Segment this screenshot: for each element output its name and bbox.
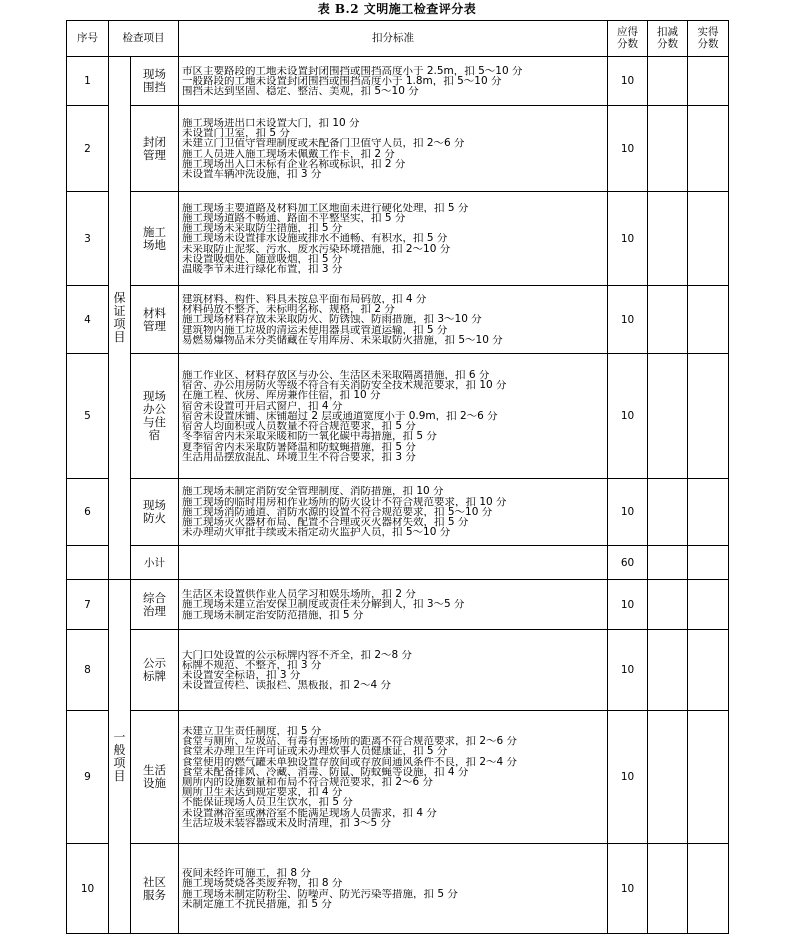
row-seq: 4 (67, 286, 109, 354)
row-seq: 6 (67, 479, 109, 546)
deduction-line: 施工现场灭火器材布局、配置不合理或灭火器材失效，扣 5 分 (182, 517, 469, 528)
row-actual-score (688, 630, 729, 711)
deduction-line: 建筑材料、构件、料具未按总平面布局码放，扣 4 分 (182, 293, 427, 305)
deduction-line: 施工现场材料存放未采取防火、防锈蚀、防雨措施，扣 3～10 分 (182, 314, 482, 325)
row-standard (179, 580, 608, 630)
row-standard (179, 106, 608, 192)
row-check-item (131, 57, 179, 106)
deduction-line: 施工现场未制定消防安全管理制度、消防措施，扣 10 分 (182, 486, 444, 497)
row-due-score: 10 (608, 57, 648, 106)
header-seq: 序号 (67, 21, 109, 57)
row-due-score: 10 (608, 354, 648, 479)
deduction-line: 未采取防止泥浆、污水、废水污染环境措施，扣 2～10 分 (182, 243, 451, 254)
row-seq: 5 (67, 354, 109, 479)
row-check-item-label: 现场办公与住宿 (143, 389, 166, 442)
deduction-line: 夏季宿舍内未采取防暑降温和防蚊蝇措施，扣 5 分 (182, 441, 416, 452)
deduction-line: 食堂未办理卫生许可证或未办理炊事人员健康证，扣 5 分 (182, 746, 448, 757)
deduction-line: 未建立门卫值守管理制度或未配备门卫值守人员，扣 2～6 分 (182, 138, 465, 149)
row-due-score: 10 (608, 844, 648, 934)
row-check-item (131, 844, 179, 934)
deduction-line: 大门口处设置的公示标牌内容不齐全，扣 2～8 分 (182, 649, 413, 660)
deduction-line: 宿舍、办公用房防火等级不符合有关消防安全技术规范要求，扣 10 分 (182, 380, 507, 391)
row-check-item-label: 生活设施 (143, 763, 166, 790)
deduction-line: 未设置淋浴室或淋浴室不能满足现场人员需求，扣 4 分 (182, 807, 437, 818)
deduction-line: 围挡未达到坚固、稳定、整洁、美观，扣 5～10 分 (182, 86, 419, 97)
row-seq: 8 (67, 630, 109, 711)
row-due-score: 10 (608, 711, 648, 844)
row-actual-score (688, 711, 729, 844)
deduction-line: 施工现场未设置排水设施或排水不通畅、有积水，扣 5 分 (182, 233, 448, 244)
row-due-score: 10 (608, 580, 648, 630)
row-check-item (131, 106, 179, 192)
deduction-line: 在施工程、伙房、库房兼作住宿，扣 10 分 (182, 390, 381, 401)
row-check-item (131, 354, 179, 479)
row-standard (179, 286, 608, 354)
row-seq: 10 (67, 844, 109, 934)
row-due-score: 10 (608, 479, 648, 546)
deduction-line: 施工现场未制定治安防范措施，扣 5 分 (182, 609, 364, 620)
row-deduct-score (648, 106, 688, 192)
deduction-line: 生活垃圾未装容器或未及时清理，扣 3～5 分 (182, 817, 392, 829)
header-actual-score: 实得分数 (688, 21, 729, 57)
subtotal-label: 小计 (131, 546, 179, 580)
row-deduct-score (648, 580, 688, 630)
row-seq: 9 (67, 711, 109, 844)
deduction-line: 施工现场未建立治安保卫制度或责任未分解到人，扣 3～5 分 (182, 599, 465, 610)
category-guarantee (109, 57, 131, 580)
subtotal-score: 60 (608, 546, 648, 580)
subtotal-row (67, 546, 729, 580)
deduction-line: 夜间未经许可施工，扣 8 分 (182, 868, 311, 879)
deduction-line: 一般路段的工地未设置封闭围挡或围挡高度小于 1.8m，扣 5～10 分 (182, 75, 502, 87)
row-standard (179, 844, 608, 934)
table-row (67, 57, 729, 106)
category-general (109, 580, 131, 934)
deduction-line: 厕所内的设施数量和布局不符合规范要求，扣 2～6 分 (182, 777, 434, 788)
deduction-line: 厕所卫生未达到规定要求，扣 4 分 (182, 787, 343, 798)
inspection-score-table (66, 20, 729, 934)
deduction-line: 未设置门卫室，扣 5 分 (182, 128, 290, 139)
header-deduct-score: 扣减分数 (648, 21, 688, 57)
row-due-score: 10 (608, 630, 648, 711)
deduction-line: 未设置安全标语，扣 3 分 (182, 670, 301, 681)
row-check-item (131, 630, 179, 711)
table-row (67, 479, 729, 546)
row-check-item-label: 公示标牌 (143, 656, 166, 683)
row-check-item (131, 479, 179, 546)
row-actual-score (688, 479, 729, 546)
table-row (67, 580, 729, 630)
table-row (67, 844, 729, 934)
row-due-score: 10 (608, 192, 648, 286)
row-check-item (131, 192, 179, 286)
deduction-line: 冬季宿舍内未采取采暖和防一氧化碳中毒措施，扣 5 分 (182, 431, 437, 442)
row-due-score: 10 (608, 286, 648, 354)
category-guarantee-label: 保证项目 (113, 291, 126, 344)
deduction-line: 施工现场的临时用房和作业场所的防火设计不符合规范要求，扣 10 分 (182, 496, 507, 507)
row-check-item-label: 社区服务 (143, 874, 166, 902)
deduction-line: 未设置宣传栏、读报栏、黑板报，扣 2～4 分 (182, 680, 392, 691)
deduction-line: 食堂未配备排风、冷藏、消毒、防鼠、防蚊蝇等设施，扣 4 分 (182, 766, 469, 777)
deduction-line: 施工现场出入口未标有企业名称或标识，扣 2 分 (182, 158, 406, 169)
subtotal-actual (688, 546, 729, 580)
row-deduct-score (648, 354, 688, 479)
deduction-line: 施工现场主要道路及材料加工区地面未进行硬化处理，扣 5 分 (182, 202, 469, 213)
row-seq: 7 (67, 580, 109, 630)
table-row (67, 711, 729, 844)
row-standard (179, 57, 608, 106)
row-check-item-label: 现场防火 (143, 498, 166, 525)
deduction-line: 宿舍未设置可开启式窗户，扣 4 分 (182, 400, 343, 411)
deduction-line: 生活用品摆放混乱、环境卫生不符合要求，扣 3 分 (182, 451, 416, 462)
row-due-score: 10 (608, 106, 648, 192)
table-row (67, 106, 729, 192)
row-check-item-label: 封闭管理 (143, 134, 166, 162)
row-check-item (131, 286, 179, 354)
deduction-line: 材料码放不整齐，未标明名称、规格，扣 2 分 (182, 304, 395, 315)
row-standard (179, 479, 608, 546)
deduction-line: 标牌不规范、不整齐，扣 3 分 (182, 659, 322, 670)
row-standard (179, 354, 608, 479)
deduction-line: 宿舍人均面积或人员数量不符合规范要求，扣 5 分 (182, 421, 416, 432)
deduction-line: 生活区未设置供作业人员学习和娱乐场所，扣 2 分 (182, 589, 416, 600)
deduction-line: 施工人员进入施工现场未佩戴工作卡，扣 2 分 (182, 148, 395, 159)
table-row (67, 630, 729, 711)
table-title: 表 B.2 文明施工检查评分表 (317, 2, 477, 16)
deduction-line: 施工现场焚烧各类废弃物，扣 8 分 (182, 878, 343, 889)
row-standard (179, 192, 608, 286)
subtotal-standard (179, 546, 608, 580)
deduction-line: 温暖季节未进行绿化布置，扣 3 分 (182, 264, 343, 275)
row-actual-score (688, 844, 729, 934)
deduction-line: 不能保证现场人员卫生饮水，扣 5 分 (182, 797, 353, 808)
row-deduct-score (648, 479, 688, 546)
deduction-line: 易燃易爆物品未分类储藏在专用库房、未采取防火措施，扣 5～10 分 (182, 334, 503, 345)
header-check-item: 检查项目 (109, 21, 179, 57)
category-general-label: 一般项目 (113, 729, 126, 783)
deduction-line: 食堂使用的燃气罐未单独设置存放间或存放间通风条件不良，扣 2～4 分 (182, 756, 518, 767)
row-actual-score (688, 286, 729, 354)
deduction-line: 宿舍未设置床铺、床铺超过 2 层或通道宽度小于 0.9m，扣 2～6 分 (182, 410, 498, 422)
table-row (67, 192, 729, 286)
row-deduct-score (648, 192, 688, 286)
header-standard: 扣分标准 (179, 21, 608, 57)
row-check-item-label: 现场围挡 (143, 67, 166, 94)
deduction-line: 施工现场未采取防尘措施，扣 5 分 (182, 223, 343, 234)
row-deduct-score (648, 711, 688, 844)
row-check-item (131, 580, 179, 630)
row-check-item-label: 施工场地 (143, 224, 166, 252)
row-seq: 3 (67, 192, 109, 286)
row-standard (179, 630, 608, 711)
row-standard (179, 711, 608, 844)
row-deduct-score (648, 286, 688, 354)
deduction-line: 施工现场进出口未设置大门，扣 10 分 (182, 117, 360, 129)
row-actual-score (688, 106, 729, 192)
deduction-line: 施工现场未制定防粉尘、防噪声、防光污染等措施，扣 5 分 (182, 888, 458, 899)
row-deduct-score (648, 57, 688, 106)
row-actual-score (688, 57, 729, 106)
deduction-line: 食堂与厕所、垃圾站、有毒有害场所的距离不符合规范要求，扣 2～6 分 (182, 736, 518, 747)
row-check-item-label: 综合治理 (143, 590, 166, 618)
deduction-line: 未设置车辆冲洗设施，扣 3 分 (182, 168, 322, 180)
table-row (67, 354, 729, 479)
row-check-item-label: 材料管理 (143, 305, 166, 333)
deduction-line: 未设置吸烟处、随意吸烟，扣 5 分 (182, 253, 343, 264)
row-check-item (131, 711, 179, 844)
deduction-line: 施工作业区、材料存放区与办公、生活区未采取隔离措施，扣 6 分 (182, 370, 490, 381)
header-due-score: 应得分数 (608, 21, 648, 57)
row-deduct-score (648, 844, 688, 934)
deduction-line: 未办理动火审批手续或未指定动火监护人员，扣 5～10 分 (182, 527, 451, 538)
deduction-line: 市区主要路段的工地未设置封闭围挡或围挡高度小于 2.5m，扣 5～10 分 (182, 65, 523, 76)
row-actual-score (688, 580, 729, 630)
deduction-line: 建筑物内施工垃圾的清运未使用器具或管道运输，扣 5 分 (182, 324, 448, 335)
deduction-line: 未制定施工不扰民措施，扣 5 分 (182, 898, 332, 909)
deduction-line: 施工现场道路不畅通、路面不平整坚实，扣 5 分 (182, 212, 406, 224)
row-deduct-score (648, 630, 688, 711)
subtotal-deduct (648, 546, 688, 580)
deduction-line: 未建立卫生责任制度，扣 5 分 (182, 725, 322, 737)
row-seq: 1 (67, 57, 109, 106)
header-row (67, 21, 729, 57)
table-row (67, 286, 729, 354)
row-actual-score (688, 354, 729, 479)
subtotal-seq (67, 546, 109, 580)
deduction-line: 施工现场消防通道、消防水源的设置不符合规范要求，扣 5～10 分 (182, 506, 493, 518)
row-actual-score (688, 192, 729, 286)
row-seq: 2 (67, 106, 109, 192)
